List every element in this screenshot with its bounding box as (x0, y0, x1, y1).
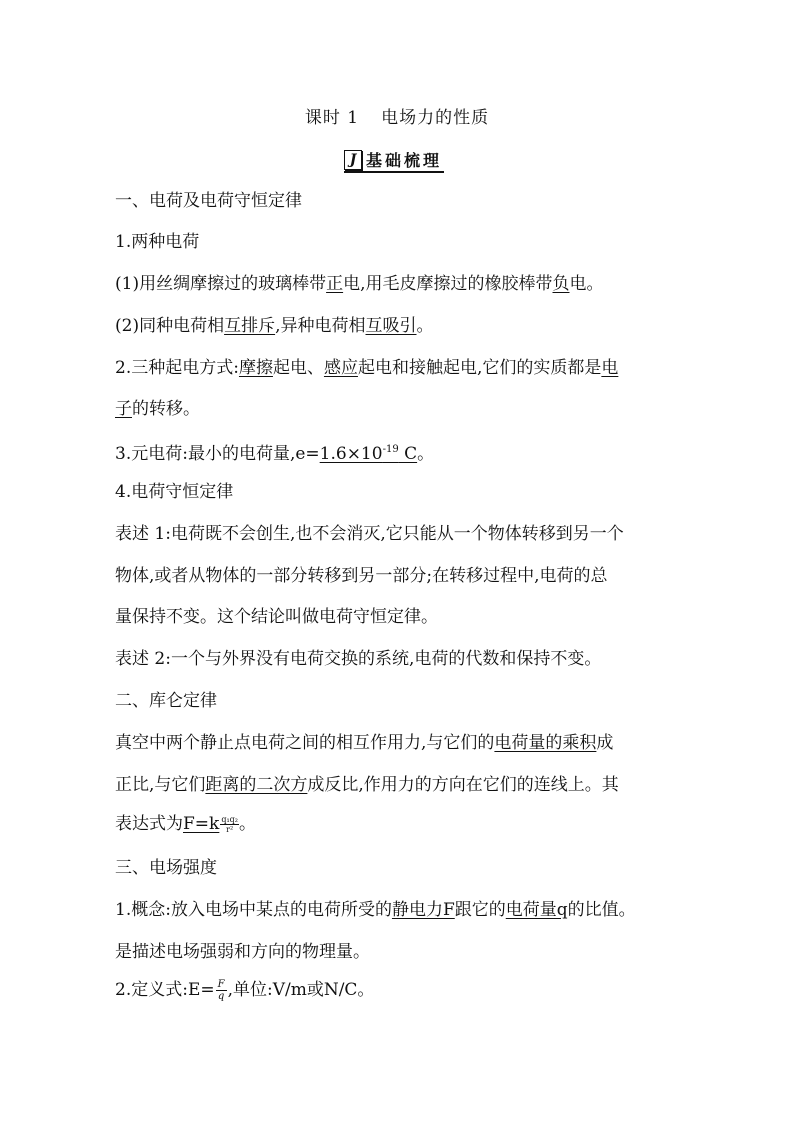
coulomb-law-line-3: 表达式为F=k $\frac{\text{q₁q₂}}{\text{r²}}$ 。 (115, 814, 256, 834)
lesson-title: 电场力的性质 (381, 108, 490, 128)
badge-label: 基础梳理 (366, 151, 443, 170)
blank-answer: 摩擦 (238, 358, 273, 378)
blank-answer: 正 (326, 274, 344, 294)
paragraph-1-1b: (2)同种电荷相互排斥,异种电荷相互吸引。 (115, 316, 434, 336)
coulomb-formula: F=k $\frac{\text{q₁q₂}}{\text{r²}}$ (183, 814, 238, 834)
blank-answer: $1.6\times 10^{-19}$ C (319, 444, 418, 464)
section-3-heading: 三、电场强度 (115, 858, 217, 878)
badge-letter-icon: J (344, 150, 362, 170)
statement-1-line-3: 量保持不变。这个结论叫做电荷守恒定律。 (115, 607, 438, 627)
subsection-1-4: 4.电荷守恒定律 (115, 482, 234, 502)
statement-1-line-2: 物体,或者从物体的一部分转移到另一部分;在转移过程中,电荷的总 (115, 566, 608, 586)
coulomb-law-line-2: 正比,与它们距离的二次方成反比,作用力的方向在它们的连线上。其 (115, 775, 619, 795)
statement-2: 表述 2:一个与外界没有电荷交换的系统,电荷的代数和保持不变。 (115, 649, 602, 669)
blank-answer: 静电力F (391, 900, 455, 920)
blank-answer: 负 (552, 274, 570, 294)
subsection-1-1: 1.两种电荷 (115, 232, 200, 252)
lesson-number: 课时 1 (304, 108, 360, 128)
paragraph-1-3: 3.元电荷:最小的电荷量$,e=1.6\times 10^{-19}$ C。 (115, 444, 435, 464)
blank-answer: 电荷量的乘积 (494, 733, 597, 753)
statement-1-line-1: 表述 1:电荷既不会创生,也不会消灭,它只能从一个物体转移到另一个 (115, 524, 624, 544)
section-2-heading: 二、库仑定律 (115, 691, 217, 711)
paragraph-1-2-cont: 子的转移。 (115, 399, 200, 419)
field-formula-fraction: $\frac{F}{q}$ (217, 979, 225, 1002)
section-badge (344, 148, 444, 173)
paragraph-1-1a: (1)用丝绸摩擦过的玻璃棒带正电,用毛皮摩擦过的橡胶棒带负电。 (115, 274, 604, 294)
blank-answer: 感应 (323, 358, 358, 378)
blank-answer: 互吸引 (365, 316, 417, 336)
field-definition: 2.定义式:E= $\frac{F}{q}$ ,单位:V/m或N/C。 (115, 979, 375, 1002)
coulomb-law-line-1: 真空中两个静止点电荷之间的相互作用力,与它们的电荷量的乘积成 (115, 733, 614, 753)
blank-answer: 电 (601, 358, 619, 378)
field-concept-line-2: 是描述电场强弱和方向的物理量。 (115, 942, 370, 962)
field-concept-line-1: 1.概念:放入电场中某点的电荷所受的静电力F跟它的电荷量q的比值。 (115, 900, 636, 920)
paragraph-1-2: 2.三种起电方式:摩擦起电、感应起电和接触起电,它们的实质都是电 (115, 358, 619, 378)
blank-answer: 子 (115, 399, 132, 419)
blank-answer: 电荷量q (505, 900, 568, 920)
page-title (0, 103, 794, 128)
blank-answer: 距离的二次方 (205, 775, 308, 795)
blank-answer: 互排斥 (224, 316, 276, 336)
section-1-heading: 一、电荷及电荷守恒定律 (115, 191, 302, 211)
